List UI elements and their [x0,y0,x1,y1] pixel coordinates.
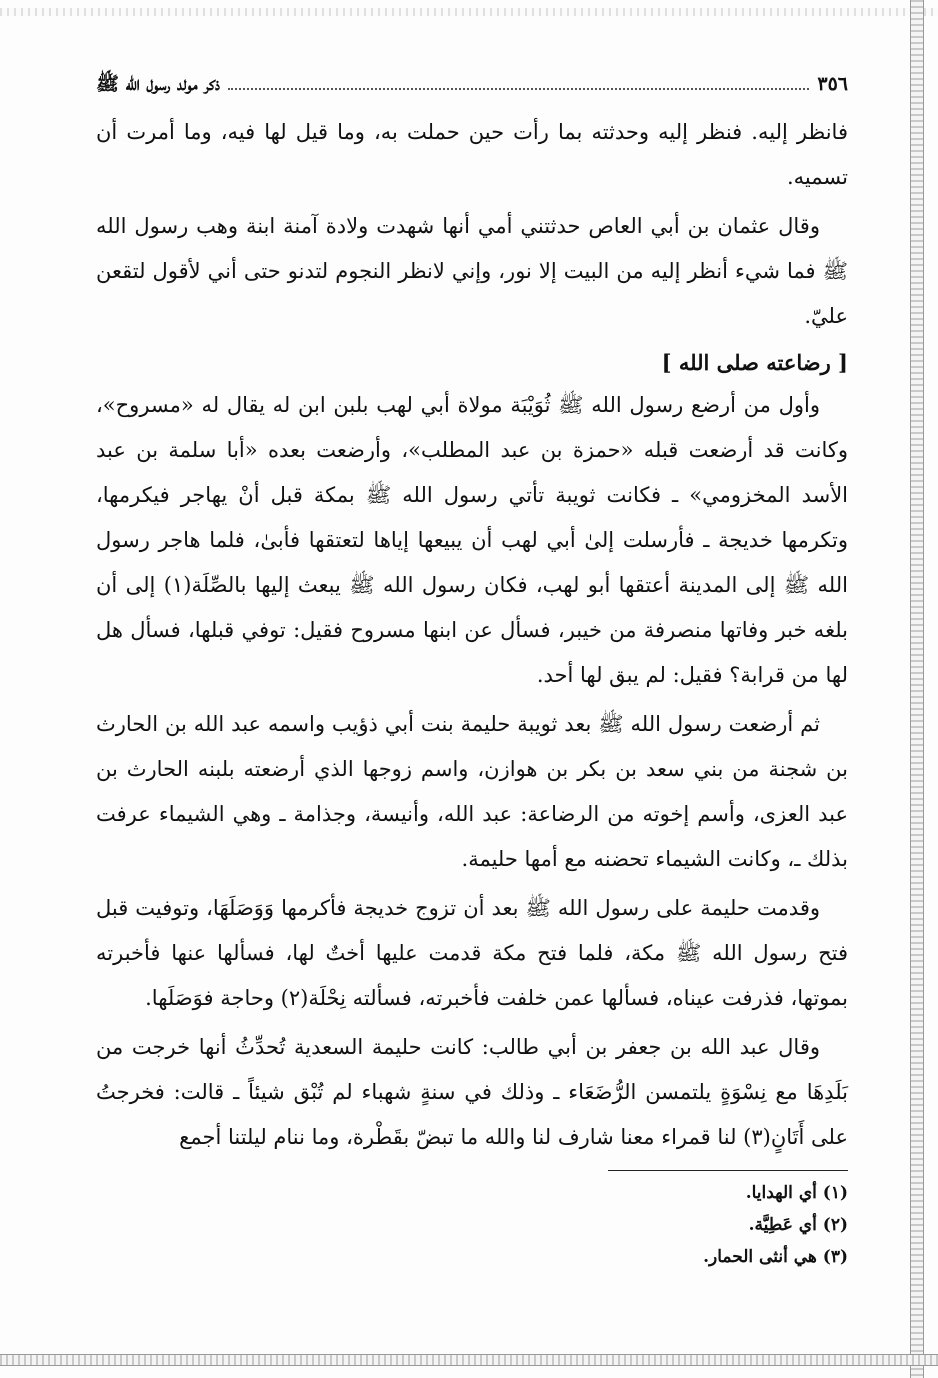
paragraph: وأول من أرضع رسول الله ﷺ ثُوَيْبَة مولاة أبي لهب بلبن ابن له يقال له «مسروح»، وكانت قد أرضعت قبله «حمزة بن عبد المطلب»، وأرضعت بعده «أبا سلمة بن عبد الأسد المخزومي» ـ فكانت ثويبة تأتي رسول الله ﷺ بمكة قبل أنْ يهاجر فيكرمها، وتكرمها خديجة ـ فأرسلت إلىٰ أبي لهب أن يبيعها إياها لتعتقها فأبىٰ، فلما هاجر رسول الله ﷺ إلى المدينة أعتقها أبو لهب، فكان رسول الله ﷺ يبعث إليها بالصِّلَة(١) إلى أن بلغه خبر وفاتها منصرفة من خيبر، فسأل عن ابنها مسروح فقيل: توفي قبلها، فسأل هل لها من قرابة؟ فقيل: لم يبق لها أحد. [96,393,848,687]
decorative-border-bottom [0,1354,938,1366]
page-number: ٣٥٦ [817,73,848,95]
paragraph: فانظر إليه. فنظر إليه وحدثته بما رأت حين حملت به، وما قيل لها فيه، وما أمرت أن تسميه. [96,120,848,189]
paragraph: وقدمت حليمة على رسول الله ﷺ بعد أن تزوج خديجة فأكرمها وَوَصَلَهَا، وتوفيت قبل فتح رسول الله ﷺ مكة، فلما فتح مكة قدمت عليها أختٌ لها، فسألها عنها فأخبرته بموتها، فذرفت عيناه، فسألها عمن خلفت فأخبرته، فسألته نِحْلَة(٢) وحاجة فوَصَلَها. [96,896,848,1010]
footnotes [96,1170,848,1273]
header-dotted-leader [228,88,809,90]
running-title: ذكر مولد رسول الله ﷺ [96,73,221,95]
running-header [96,72,848,100]
footnote: (٣) هي أنثى الحمار. [703,1247,848,1267]
page-content [96,72,848,1273]
footnote: (١) أي الهدايا. [745,1183,848,1203]
section-title: [ رضاعته صلى الله ] [661,350,848,375]
decorative-border-top [0,8,938,16]
footnote: (٢) أي عَطِيَّة. [748,1215,848,1235]
decorative-border-right [910,0,924,1378]
paragraph: ثم أرضعت رسول الله ﷺ بعد ثويبة حليمة بنت أبي ذؤيب واسمه عبد الله بن الحارث بن شجنة من بني سعد بن بكر بن هوازن، واسم زوجها الذي أرضعته بلبنه الحارث بن عبد العزى، وأسم إخوته من الرضاعة: عبد الله، وأنيسة، وجذامة ـ وهي الشيماء عرفت بذلك ـ، وكانت الشيماء تحضنه مع أمها حليمة. [96,712,848,871]
footnote-rule [608,1170,848,1171]
paragraph: وقال عبد الله بن جعفر بن أبي طالب: كانت حليمة السعدية تُحدِّثُ أنها خرجت من بَلَدِهَا مع نِسْوَةٍ يلتمسن الرُّضَعَاء ـ وذلك في سنةٍ شهباء لم تُبْق شيئاً ـ قالت: فخرجتُ على أَتَانٍ(٣) لنا قمراء معنا شارف لنا والله ما تبضّ بقَطْرة، وما ننام ليلتنا أجمع [96,1035,848,1149]
paragraph: وقال عثمان بن أبي العاص حدثتني أمي أنها شهدت ولادة آمنة ابنة وهب رسول الله ﷺ فما شيء أنظر إليه من البيت إلا نور، وإني لانظر النجوم لتدنو حتى أني لأقول لتقعن عليّ. [96,214,848,328]
